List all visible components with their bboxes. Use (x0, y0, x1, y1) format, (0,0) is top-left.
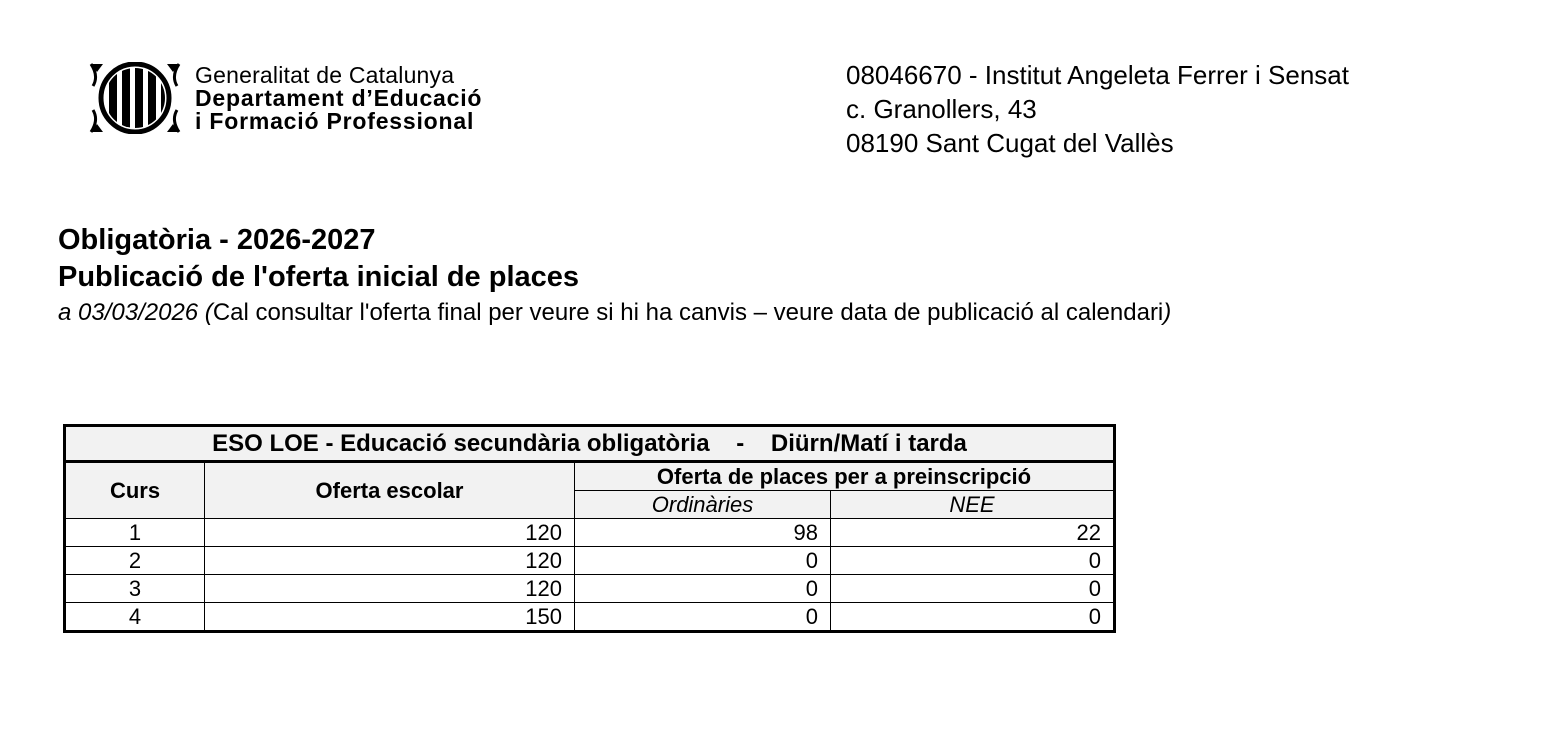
school-name: 08046670 - Institut Angeleta Ferrer i Sensat (846, 60, 1349, 90)
cell-oferta: 120 (205, 547, 575, 575)
cell-curs: 1 (65, 519, 205, 547)
logo-line-departament: Departament d’Educació (195, 85, 483, 111)
logo-line-generalitat: Generalitat de Catalunya (195, 62, 455, 88)
logo-text (195, 64, 482, 133)
publication-date: a 03/03/2026 (58, 299, 199, 326)
cell-curs: 4 (65, 603, 205, 632)
header-preinscripcio: Oferta de places per a preinscripció (575, 462, 1115, 491)
page-titles (58, 222, 1171, 330)
table-row (65, 547, 1115, 575)
places-table (63, 424, 1116, 633)
note-text: Cal consultar l'oferta final per veure si hi ha canvis – veure data de publicació al calendari (212, 299, 1164, 326)
cell-ordinaries: 0 (575, 547, 831, 575)
cell-oferta: 150 (205, 603, 575, 632)
cell-ordinaries: 0 (575, 603, 831, 632)
table-row (65, 519, 1115, 547)
cell-curs: 3 (65, 575, 205, 603)
cell-nee: 22 (831, 519, 1115, 547)
cell-curs: 2 (65, 547, 205, 575)
note-close-paren: ) (1163, 299, 1172, 326)
cell-ordinaries: 0 (575, 575, 831, 603)
cell-nee: 0 (831, 603, 1115, 632)
cell-ordinaries: 98 (575, 519, 831, 547)
generalitat-logo (89, 60, 609, 135)
table-caption-row (65, 426, 1115, 462)
header-nee: NEE (831, 491, 1115, 519)
cell-nee: 0 (831, 575, 1115, 603)
table-row (65, 603, 1115, 632)
cell-oferta: 120 (205, 519, 575, 547)
school-address (846, 58, 1349, 160)
header-ordinaries: Ordinàries (575, 491, 831, 519)
header-oferta-escolar: Oferta escolar (205, 462, 575, 519)
page-title: Obligatòria - 2026-2027 (58, 224, 376, 256)
table-caption: ESO LOE - Educació secundària obligatòria - Diürn/Matí i tarda (65, 426, 1115, 462)
table-header-row (65, 462, 1115, 491)
cell-oferta: 120 (205, 575, 575, 603)
publication-note (58, 296, 1171, 330)
cell-nee: 0 (831, 547, 1115, 575)
school-street: c. Granollers, 43 (846, 94, 1037, 124)
school-city: 08190 Sant Cugat del Vallès (846, 128, 1174, 158)
catalonia-coat-of-arms-icon (89, 62, 181, 134)
page-subtitle: Publicació de l'oferta inicial de places (58, 261, 580, 293)
table-row (65, 575, 1115, 603)
logo-line-formacio: i Formació Professional (195, 108, 475, 134)
note-open-paren: ( (198, 299, 213, 326)
header-curs: Curs (65, 462, 205, 519)
